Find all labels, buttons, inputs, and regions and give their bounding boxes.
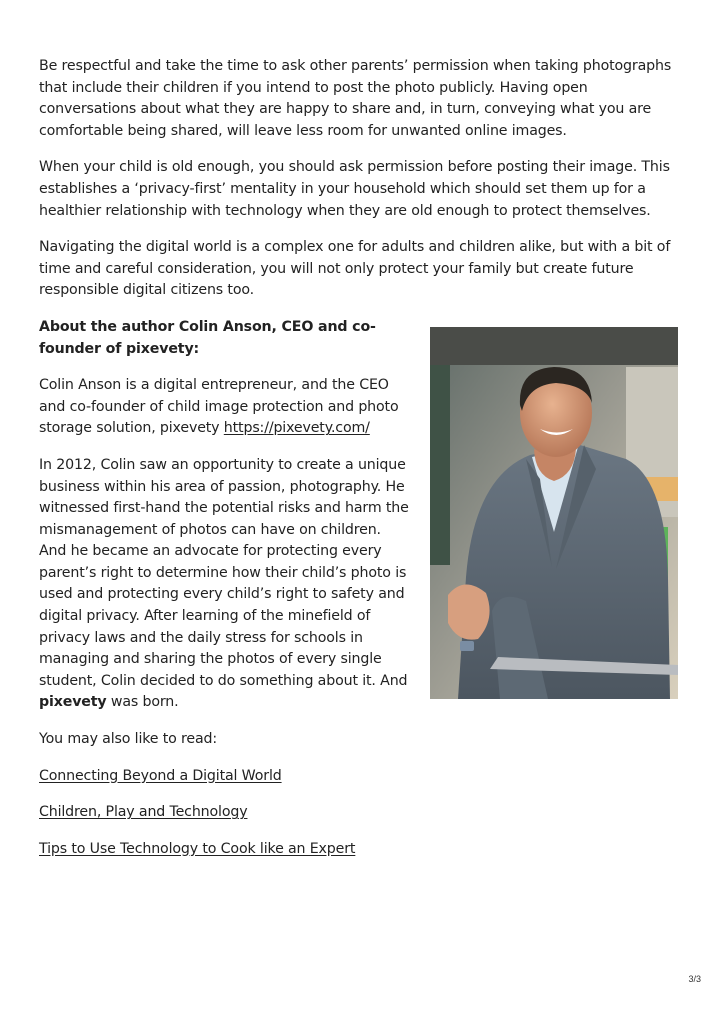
- author-story: [39, 455, 411, 714]
- article-page: [39, 56, 679, 875]
- author-bio-text: Colin Anson is a digital entrepreneur, and the CEO and co-founder of child image protection and photo storage solution, pixevety: [39, 377, 399, 437]
- read-more-item-1: [39, 766, 679, 788]
- paragraph-child-permission: When your child is old enough, you should ask permission before posting their image. This establishes a ‘privacy-first’ mentality in your household which should set them up for a healthier relationship with technology when they are old enough to protect themselves.: [39, 159, 670, 219]
- brand-name: pixevety: [39, 694, 107, 711]
- author-photo: [430, 327, 678, 699]
- pixevety-website-link[interactable]: https://pixevety.com/: [223, 420, 370, 437]
- link-connecting-beyond[interactable]: Connecting Beyond a Digital World: [39, 767, 282, 784]
- read-more-item-3: [39, 839, 679, 861]
- author-text-column: [39, 317, 411, 714]
- author-story-end: was born.: [106, 694, 179, 711]
- author-section: [39, 317, 679, 714]
- paragraph-permission: Be respectful and take the time to ask other parents’ permission when taking photographs that include their children if you intend to post the photo publicly. Having open conversations about what they are happy to share and, in turn, conveying what you are comfortable being shared, will leave less room for unwanted online images.: [39, 58, 672, 139]
- link-children-play[interactable]: Children, Play and Technology: [39, 804, 248, 821]
- author-bio: [39, 375, 411, 440]
- read-more-intro: You may also like to read:: [39, 731, 218, 748]
- link-cook-like-expert[interactable]: Tips to Use Technology to Cook like an Expert: [39, 840, 356, 857]
- page-number: 3/3: [688, 974, 701, 984]
- author-story-text: In 2012, Colin saw an opportunity to create a unique business within his area of passion, photography. He witnessed first-hand the potential risks and harm the mismanagement of photos can have on children. And he became an advocate for protecting every parent’s right to determine how their child’s photo is used and protecting every child’s right to safety and digital privacy. After learning of the minefield of privacy laws and the daily stress for schools in managing and sharing the photos of every single student, Colin decided to do something about it. And: [39, 456, 409, 689]
- author-heading: About the author Colin Anson, CEO and co-founder of pixevety:: [39, 318, 376, 357]
- paragraph-digital-world: Navigating the digital world is a complex one for adults and children alike, but with a bit of time and careful consideration, you will not only protect your family but create future responsible digital citizens too.: [39, 239, 671, 299]
- read-more-item-2: [39, 802, 679, 824]
